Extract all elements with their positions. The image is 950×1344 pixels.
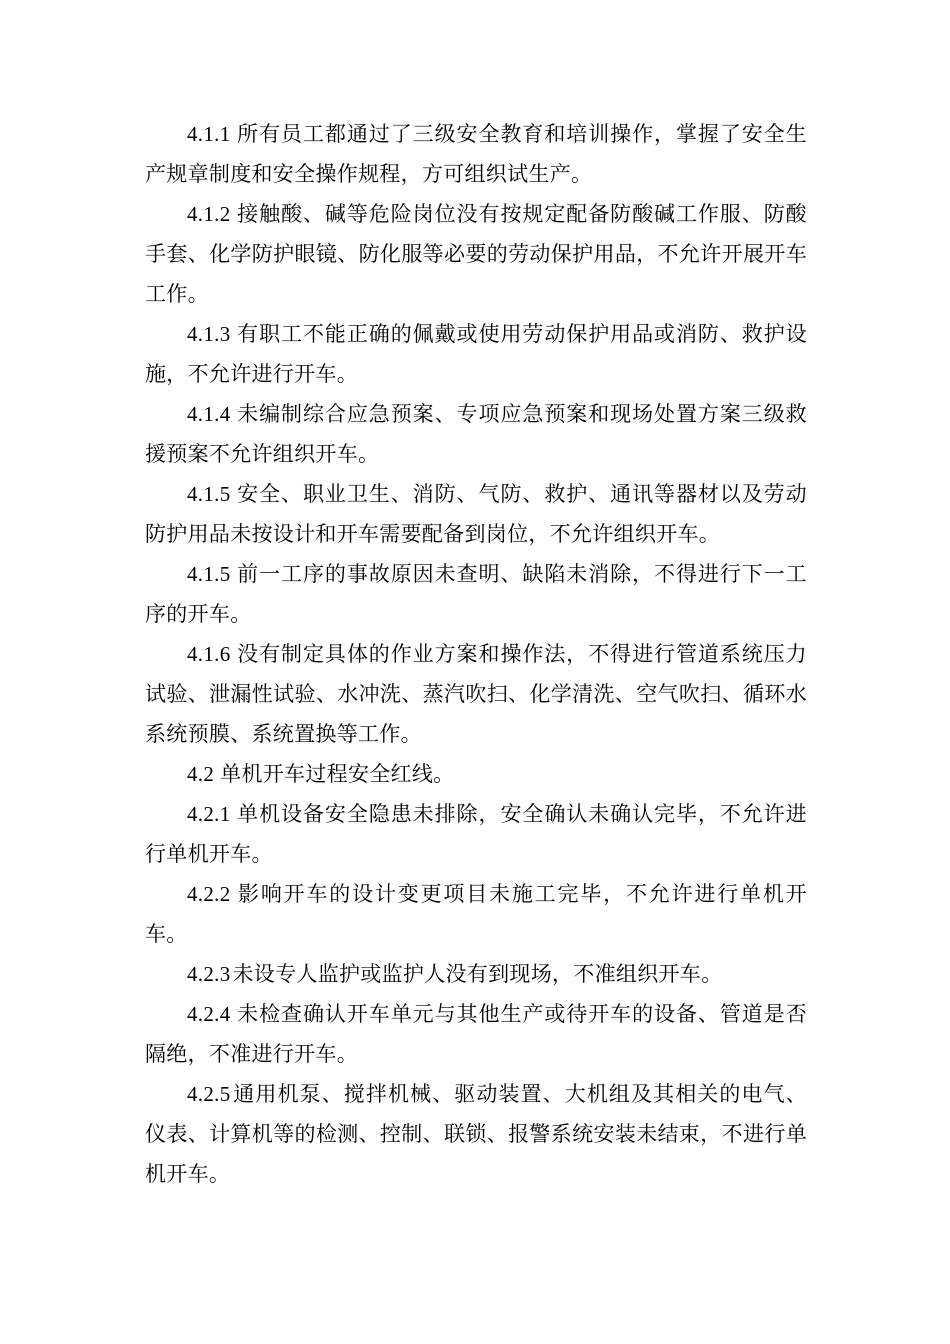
document-body: [145, 114, 807, 1194]
section-title: 单机开车过程安全红线。: [220, 762, 455, 786]
clause-text: 有职工不能正确的佩戴或使用劳动保护用品或消防、救护设施，不允许进行开车。: [145, 322, 807, 386]
clause-text: 单机设备安全隐患未排除，安全确认未确认完毕，不允许进行单机开车。: [145, 802, 807, 866]
paragraph-4-1-1: [145, 114, 807, 194]
section-heading-4-2: [145, 754, 807, 794]
clause-number: 4.2.3: [187, 962, 231, 986]
clause-text: 所有员工都通过了三级安全教育和培训操作，掌握了安全生产规章制度和安全操作规程，方可组织试生产。: [145, 122, 807, 186]
clause-text: 接触酸、碱等危险岗位没有按规定配备防酸碱工作服、防酸手套、化学防护眼镜、防化服等必要的劳动保护用品，不允许开展开车工作。: [145, 202, 807, 306]
clause-number: 4.1.1: [187, 122, 231, 146]
clause-text: 通用机泵、搅拌机械、驱动装置、大机组及其相关的电气、仪表、计算机等的检测、控制、联锁、报警系统安装未结束，不进行单机开车。: [145, 1082, 807, 1186]
clause-text: 前一工序的事故原因未查明、缺陷未消除，不得进行下一工序的开车。: [145, 562, 807, 626]
clause-text: 没有制定具体的作业方案和操作法，不得进行管道系统压力试验、泄漏性试验、水冲洗、蒸汽吹扫、化学清洗、空气吹扫、循环水系统预膜、系统置换等工作。: [145, 642, 807, 746]
clause-number: 4.1.5: [187, 562, 231, 586]
clause-text: 未设专人监护或监护人没有到现场，不准组织开车。: [232, 962, 723, 986]
paragraph-4-1-6: [145, 634, 807, 754]
paragraph-4-2-1: [145, 794, 807, 874]
paragraph-4-2-3: [145, 954, 807, 994]
paragraph-4-1-5-a: [145, 474, 807, 554]
paragraph-4-2-4: [145, 994, 807, 1074]
paragraph-4-1-2: [145, 194, 807, 314]
paragraph-4-1-3: [145, 314, 807, 394]
clause-number: 4.2.2: [187, 882, 231, 906]
clause-number: 4.1.6: [187, 642, 231, 666]
paragraph-4-2-2: [145, 874, 807, 954]
paragraph-4-1-5-b: [145, 554, 807, 634]
clause-number: 4.2.4: [187, 1002, 231, 1026]
clause-number: 4.1.2: [187, 202, 231, 226]
clause-number: 4.1.3: [187, 322, 231, 346]
clause-text: 影响开车的设计变更项目未施工完毕，不允许进行单机开车。: [145, 882, 807, 946]
clause-number: 4.1.5: [187, 482, 231, 506]
clause-number: 4.2.5: [187, 1082, 231, 1106]
clause-text: 未检查确认开车单元与其他生产或待开车的设备、管道是否隔绝，不准进行开车。: [145, 1002, 807, 1066]
paragraph-4-1-4: [145, 394, 807, 474]
clause-text: 未编制综合应急预案、专项应急预案和现场处置方案三级救援预案不允许组织开车。: [145, 402, 807, 466]
clause-text: 安全、职业卫生、消防、气防、救护、通讯等器材以及劳动防护用品未按设计和开车需要配备到岗位，不允许组织开车。: [145, 482, 807, 546]
paragraph-4-2-5: [145, 1074, 807, 1194]
clause-number: 4.2.1: [187, 802, 231, 826]
section-number: 4.2: [187, 762, 215, 786]
clause-number: 4.1.4: [187, 402, 231, 426]
